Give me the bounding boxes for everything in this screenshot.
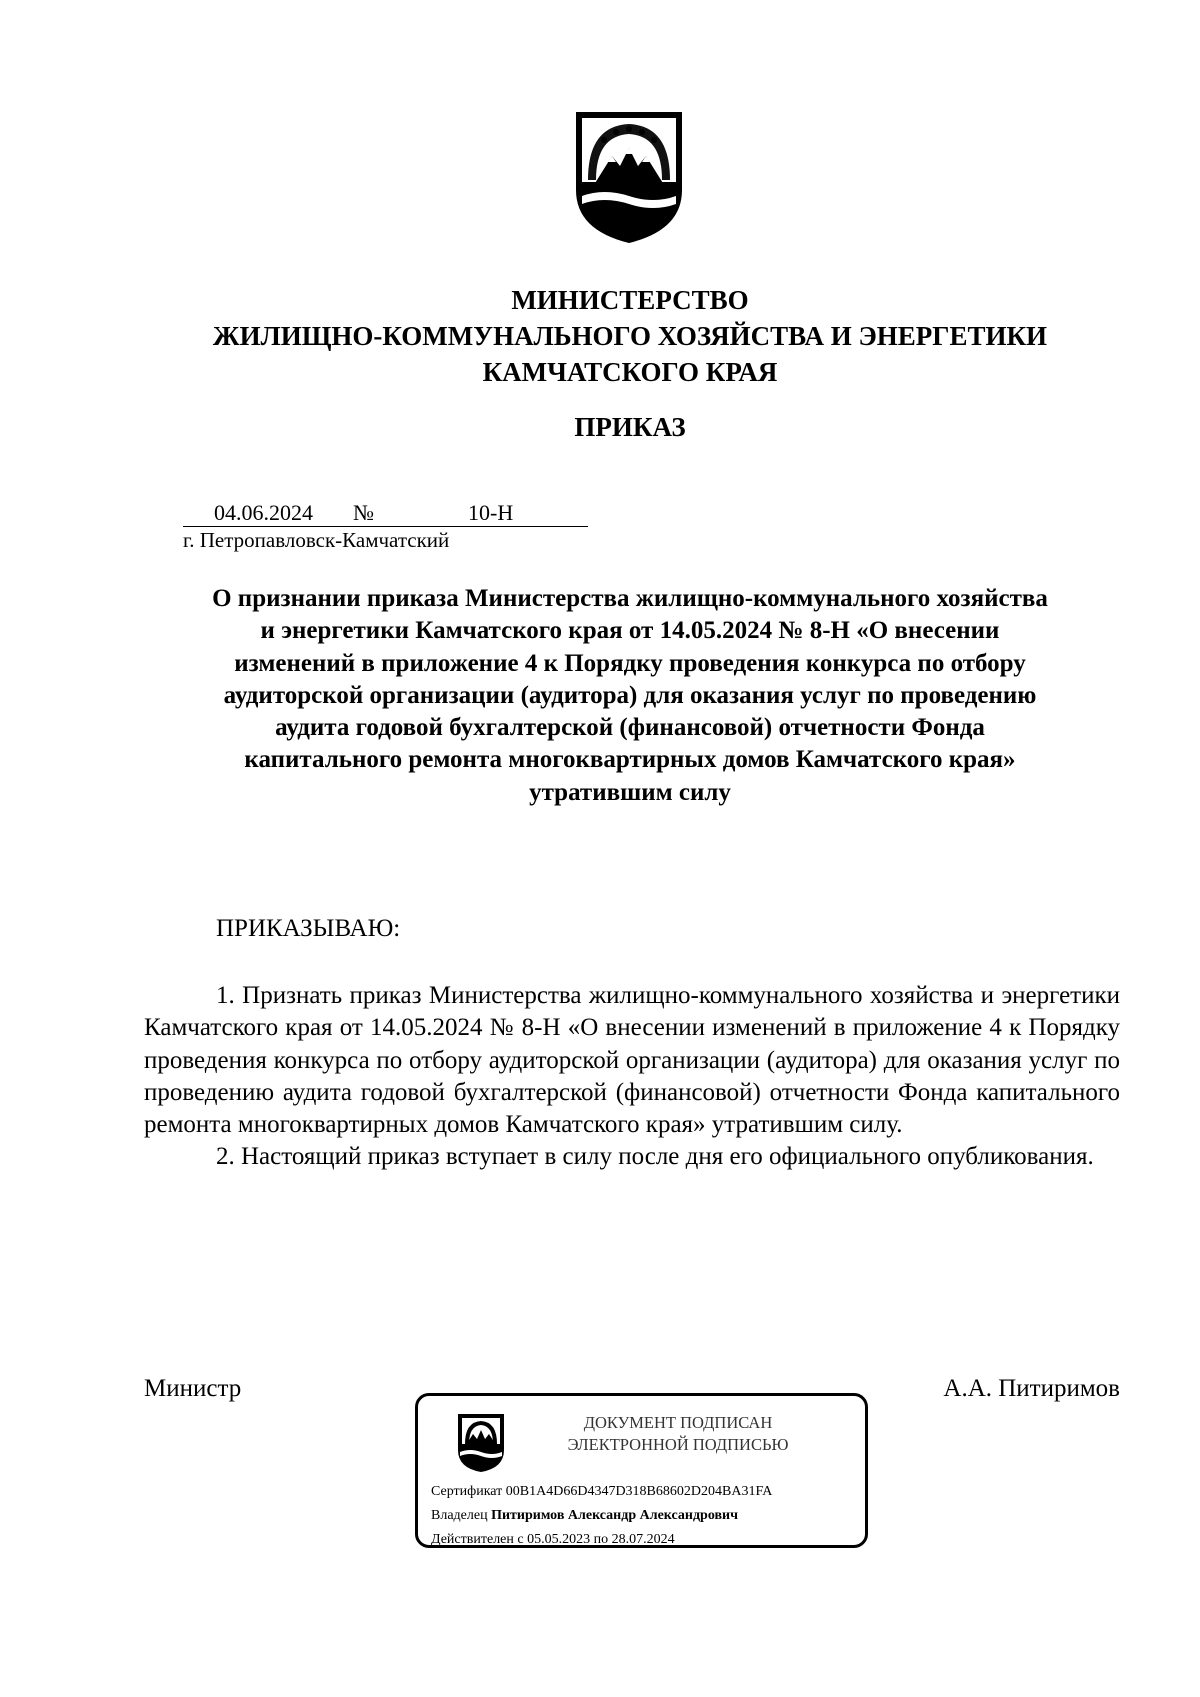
order-date: 04.06.2024 bbox=[214, 500, 313, 525]
body-paragraph-1: 1. Признать приказ Министерства жилищно-коммунального хозяйства и энергетики Камчатского края от 14.05.2024 № 8-Н «О внесении изменений в приложение 4 к Порядку проведения конкурса по отбору аудиторской организации (аудитора) для оказания услуг по проведению аудита годовой бухгалтерской (финансовой) отчетности Фонда капитального ремонта многоквартирных домов Камчатского края» утратившим силу. bbox=[144, 982, 1120, 1139]
order-directive-word: ПРИКАЗЫВАЮ: bbox=[216, 915, 401, 942]
valid-to-label: по bbox=[593, 1532, 609, 1547]
city-name: г. Петропавловск-Камчатский bbox=[183, 528, 450, 552]
subject-line: аудита годовой бухгалтерской (финансовой) отчетности Фонда bbox=[275, 714, 985, 742]
ministry-line-2: ЖИЛИЩНО-КОММУНАЛЬНОГО ХОЗЯЙСТВА И ЭНЕРГЕТИКИ bbox=[212, 321, 1048, 351]
kamchatka-coat-of-arms-icon bbox=[574, 110, 684, 245]
subject-line: О признании приказа Министерства жилищно-коммунального хозяйства bbox=[212, 585, 1048, 612]
valid-to-date: 28.07.2024 bbox=[611, 1532, 675, 1547]
subject-line: утратившим силу bbox=[529, 778, 731, 806]
signer-name: А.А. Питиримов bbox=[943, 1375, 1120, 1402]
subject-line: и энергетики Камчатского края от 14.05.2024 № 8-Н «О внесении bbox=[260, 617, 1000, 645]
owner-row bbox=[431, 1508, 738, 1524]
ministry-line-1: МИНИСТЕРСТВО bbox=[511, 285, 749, 315]
validity-row bbox=[431, 1532, 675, 1548]
order-subject bbox=[140, 583, 1120, 809]
signer-role: Министр bbox=[144, 1375, 242, 1402]
order-number: 10-Н bbox=[468, 500, 514, 525]
certificate-label: Сертификат bbox=[431, 1484, 503, 1499]
ministry-header bbox=[140, 282, 1120, 390]
subject-line: капитального ремонта многоквартирных домов Камчатского края» bbox=[244, 746, 1016, 774]
coat-of-arms-small-icon bbox=[456, 1412, 506, 1474]
number-sign: № bbox=[353, 500, 374, 525]
stamp-heading bbox=[528, 1412, 828, 1456]
stamp-heading-line-1: ДОКУМЕНТ ПОДПИСАН bbox=[583, 1413, 773, 1432]
body-paragraph-2: 2. Настоящий приказ вступает в силу после дня его официального опубликования. bbox=[216, 1143, 1094, 1171]
valid-from-date: 05.05.2023 bbox=[527, 1532, 591, 1547]
certificate-row bbox=[431, 1484, 772, 1500]
subject-line: изменений в приложение 4 к Порядку проведения конкурса по отбору bbox=[234, 649, 1026, 677]
valid-from-label: Действителен с bbox=[431, 1532, 524, 1547]
order-body bbox=[144, 980, 1120, 1174]
owner-value: Питиримов Александр Александрович bbox=[491, 1508, 738, 1523]
certificate-value: 00B1A4D66D4347D318B68602D204BA31FA bbox=[505, 1484, 773, 1499]
date-number-line bbox=[183, 500, 588, 527]
document-type-title: ПРИКАЗ bbox=[574, 412, 686, 442]
ministry-line-3: КАМЧАТСКОГО КРАЯ bbox=[482, 357, 778, 387]
stamp-heading-line-2: ЭЛЕКТРОННОЙ ПОДПИСЬЮ bbox=[567, 1435, 789, 1454]
owner-label: Владелец bbox=[431, 1508, 488, 1523]
subject-line: аудиторской организации (аудитора) для оказания услуг по проведению bbox=[223, 681, 1037, 709]
electronic-signature-stamp bbox=[415, 1393, 868, 1548]
